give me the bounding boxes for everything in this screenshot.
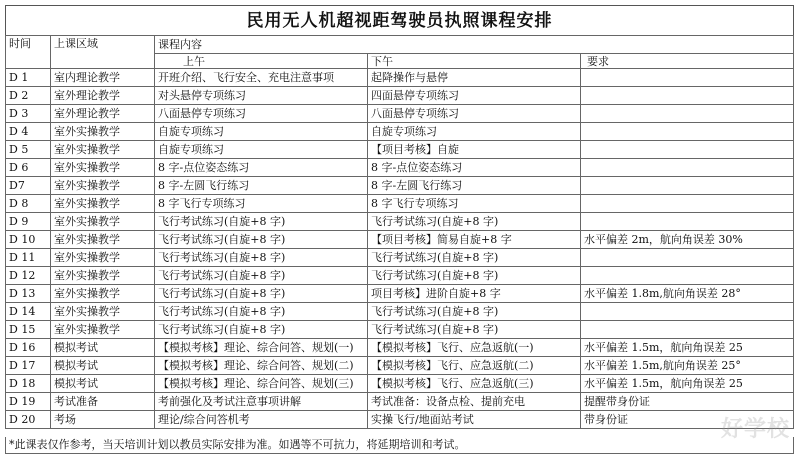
cell-day: D 18 xyxy=(6,375,51,393)
cell-req xyxy=(581,141,794,159)
cell-pm: 【模拟考核】飞行、应急返航(三) xyxy=(368,375,581,393)
cell-req xyxy=(581,303,794,321)
table-row xyxy=(6,69,794,87)
cell-req: 水平偏差 1.8m,航向角误差 28° xyxy=(581,285,794,303)
cell-day: D 19 xyxy=(6,393,51,411)
cell-am: 飞行考试练习(自旋+8 字) xyxy=(155,213,368,231)
cell-day: D 9 xyxy=(6,213,51,231)
cell-day: D 16 xyxy=(6,339,51,357)
table-row xyxy=(6,339,794,357)
cell-area: 室外实操教学 xyxy=(51,159,155,177)
table-row xyxy=(6,87,794,105)
cell-req xyxy=(581,69,794,87)
cell-pm: 八面悬停专项练习 xyxy=(368,105,581,123)
cell-pm: 8 字-左圆飞行练习 xyxy=(368,177,581,195)
cell-pm: 飞行考试练习(自旋+8 字) xyxy=(368,249,581,267)
cell-day: D 11 xyxy=(6,249,51,267)
cell-area: 室外实操教学 xyxy=(51,123,155,141)
table-row xyxy=(6,177,794,195)
table-row xyxy=(6,231,794,249)
cell-pm: 飞行考试练习(自旋+8 字) xyxy=(368,303,581,321)
table-row xyxy=(6,411,794,429)
cell-pm: 实操飞行/地面站考试 xyxy=(368,411,581,429)
cell-req xyxy=(581,177,794,195)
cell-pm: 【模拟考核】飞行、应急返航(二) xyxy=(368,357,581,375)
header-req: 要求 xyxy=(581,54,794,69)
cell-am: 飞行考试练习(自旋+8 字) xyxy=(155,303,368,321)
cell-pm: 【模拟考核】飞行、应急返航(一) xyxy=(368,339,581,357)
table-row xyxy=(6,267,794,285)
cell-am: 飞行考试练习(自旋+8 字) xyxy=(155,231,368,249)
cell-area: 室外实操教学 xyxy=(51,177,155,195)
cell-area: 室外实操教学 xyxy=(51,213,155,231)
table-row xyxy=(6,393,794,411)
cell-area: 室内理论教学 xyxy=(51,69,155,87)
cell-req: 提醒带身份证 xyxy=(581,393,794,411)
cell-area: 模拟考试 xyxy=(51,357,155,375)
cell-area: 考试准备 xyxy=(51,393,155,411)
cell-am: 考前强化及考试注意事项讲解 xyxy=(155,393,368,411)
cell-pm: 8 字-点位姿态练习 xyxy=(368,159,581,177)
cell-day: D 15 xyxy=(6,321,51,339)
cell-pm: 飞行考试练习(自旋+8 字) xyxy=(368,267,581,285)
header-time: 时间 xyxy=(6,36,51,69)
cell-req xyxy=(581,213,794,231)
cell-day: D 4 xyxy=(6,123,51,141)
table-row xyxy=(6,285,794,303)
cell-req: 水平偏差 1.5m，航向角误差 25 xyxy=(581,339,794,357)
cell-am: 开班介绍、飞行安全、充电注意事项 xyxy=(155,69,368,87)
cell-am: 【模拟考核】理论、综合问答、规划(二) xyxy=(155,357,368,375)
cell-day: D 14 xyxy=(6,303,51,321)
cell-am: 8 字-点位姿态练习 xyxy=(155,159,368,177)
cell-pm: 【项目考核】自旋 xyxy=(368,141,581,159)
cell-req xyxy=(581,159,794,177)
table-row xyxy=(6,249,794,267)
cell-req xyxy=(581,105,794,123)
header-am: 上午 xyxy=(155,54,368,69)
table-row xyxy=(6,321,794,339)
cell-area: 室外理论教学 xyxy=(51,87,155,105)
header-content: 课程内容 xyxy=(155,36,794,54)
cell-am: 飞行考试练习(自旋+8 字) xyxy=(155,321,368,339)
cell-am: 飞行考试练习(自旋+8 字) xyxy=(155,285,368,303)
cell-pm: 【项目考核】简易自旋+8 字 xyxy=(368,231,581,249)
header-pm: 下午 xyxy=(368,54,581,69)
table-row xyxy=(6,195,794,213)
cell-req: 水平偏差 1.5m,航向角误差 25° xyxy=(581,357,794,375)
cell-am: 8 字飞行专项练习 xyxy=(155,195,368,213)
table-row xyxy=(6,105,794,123)
cell-day: D 6 xyxy=(6,159,51,177)
table-row xyxy=(6,357,794,375)
cell-req xyxy=(581,87,794,105)
cell-am: 8 字-左圆飞行练习 xyxy=(155,177,368,195)
cell-am: 理论/综合问答机考 xyxy=(155,411,368,429)
cell-req xyxy=(581,321,794,339)
cell-day: D 12 xyxy=(6,267,51,285)
cell-day: D 20 xyxy=(6,411,51,429)
cell-day: D 2 xyxy=(6,87,51,105)
cell-area: 室外理论教学 xyxy=(51,105,155,123)
footnote: *此课表仅作参考，当天培训计划以教员实际安排为准。如遇等不可抗力，将延期培训和考试。 xyxy=(5,437,794,454)
schedule-table xyxy=(5,35,794,429)
cell-area: 室外实操教学 xyxy=(51,195,155,213)
cell-am: 八面悬停专项练习 xyxy=(155,105,368,123)
cell-req xyxy=(581,195,794,213)
cell-area: 室外实操教学 xyxy=(51,303,155,321)
table-row xyxy=(6,159,794,177)
watermark-logo: 好学校 xyxy=(720,417,790,442)
table-row xyxy=(6,213,794,231)
table-row xyxy=(6,123,794,141)
cell-area: 模拟考试 xyxy=(51,339,155,357)
cell-area: 室外实操教学 xyxy=(51,141,155,159)
cell-am: 自旋专项练习 xyxy=(155,141,368,159)
header-area: 上课区域 xyxy=(51,36,155,69)
header-row xyxy=(6,36,794,54)
cell-req xyxy=(581,249,794,267)
table-row xyxy=(6,141,794,159)
cell-am: 飞行考试练习(自旋+8 字) xyxy=(155,267,368,285)
cell-area: 室外实操教学 xyxy=(51,231,155,249)
cell-day: D7 xyxy=(6,177,51,195)
cell-area: 考场 xyxy=(51,411,155,429)
cell-pm: 四面悬停专项练习 xyxy=(368,87,581,105)
cell-pm: 项目考核】进阶自旋+8 字 xyxy=(368,285,581,303)
cell-area: 模拟考试 xyxy=(51,375,155,393)
cell-am: 飞行考试练习(自旋+8 字) xyxy=(155,249,368,267)
cell-req xyxy=(581,123,794,141)
cell-pm: 8 字飞行专项练习 xyxy=(368,195,581,213)
cell-day: D 3 xyxy=(6,105,51,123)
cell-pm: 飞行考试练习(自旋+8 字) xyxy=(368,213,581,231)
cell-day: D 10 xyxy=(6,231,51,249)
cell-day: D 17 xyxy=(6,357,51,375)
cell-pm: 考试准备：设备点检、提前充电 xyxy=(368,393,581,411)
cell-area: 室外实操教学 xyxy=(51,267,155,285)
cell-area: 室外实操教学 xyxy=(51,285,155,303)
cell-day: D 8 xyxy=(6,195,51,213)
cell-am: 【模拟考核】理论、综合问答、规划(三) xyxy=(155,375,368,393)
cell-am: 对头悬停专项练习 xyxy=(155,87,368,105)
cell-pm: 自旋专项练习 xyxy=(368,123,581,141)
cell-pm: 飞行考试练习(自旋+8 字) xyxy=(368,321,581,339)
document-title: 民用无人机超视距驾驶员执照课程安排 xyxy=(5,5,794,35)
cell-am: 【模拟考核】理论、综合问答、规划(一) xyxy=(155,339,368,357)
cell-req: 水平偏差 1.5m，航向角误差 25 xyxy=(581,375,794,393)
cell-area: 室外实操教学 xyxy=(51,321,155,339)
cell-req: 带身份证 xyxy=(581,411,794,429)
cell-area: 室外实操教学 xyxy=(51,249,155,267)
cell-day: D 13 xyxy=(6,285,51,303)
table-row xyxy=(6,303,794,321)
cell-am: 自旋专项练习 xyxy=(155,123,368,141)
cell-req xyxy=(581,267,794,285)
cell-day: D 1 xyxy=(6,69,51,87)
table-row xyxy=(6,375,794,393)
cell-req: 水平偏差 2m，航向角误差 30% xyxy=(581,231,794,249)
cell-day: D 5 xyxy=(6,141,51,159)
cell-pm: 起降操作与悬停 xyxy=(368,69,581,87)
